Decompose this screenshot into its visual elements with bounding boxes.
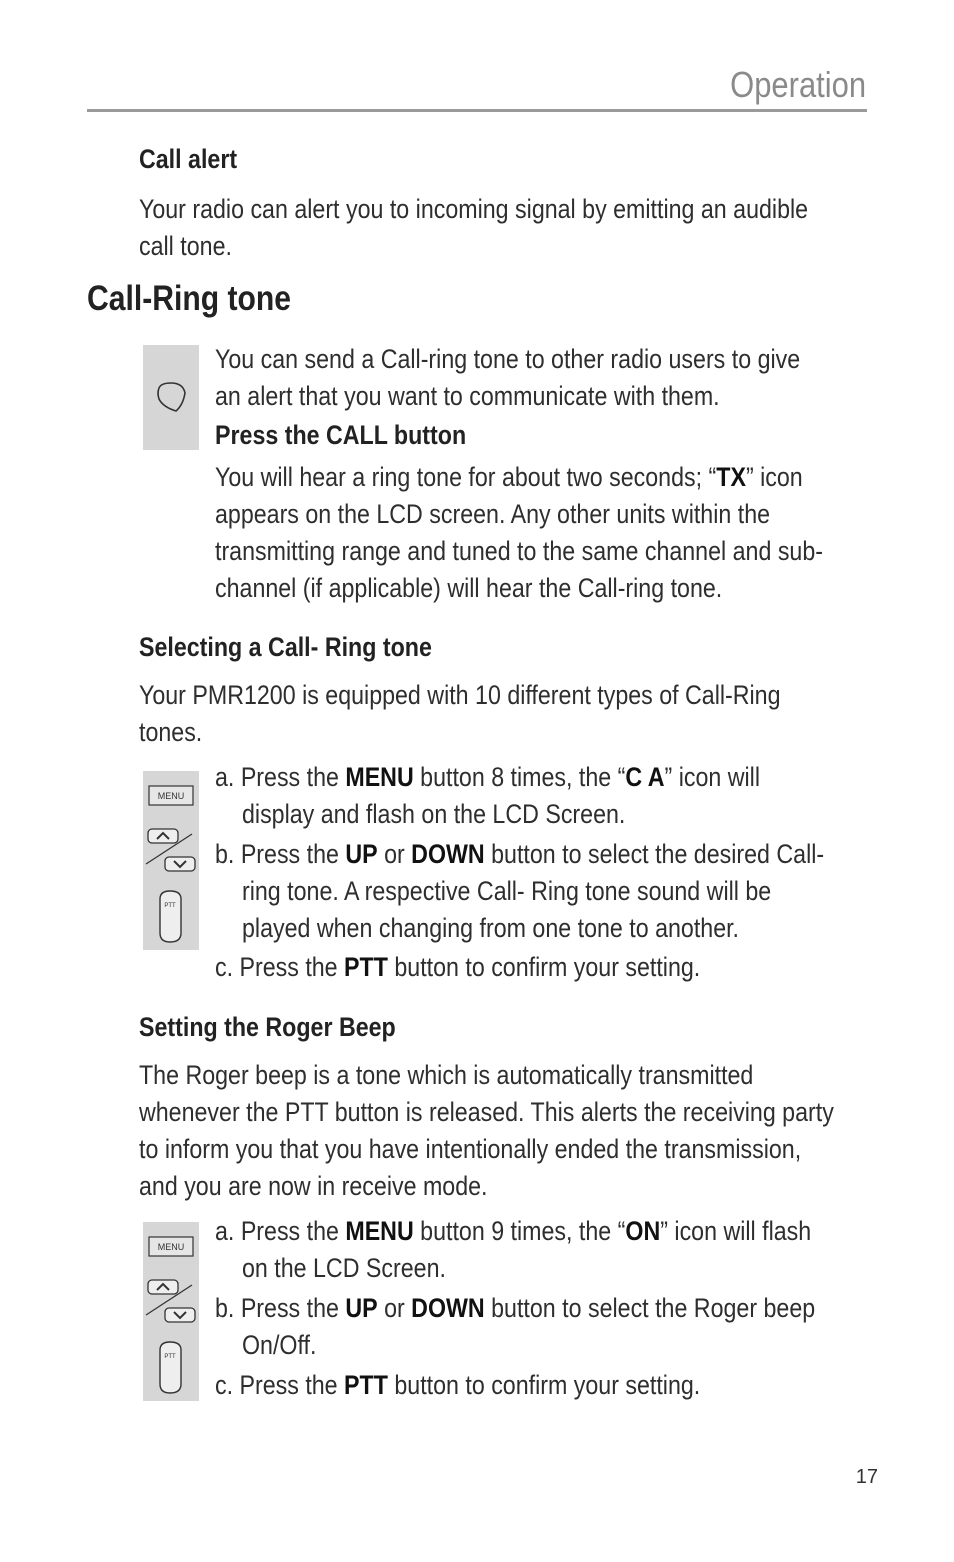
menu-button-icon [149,786,193,805]
roger-button-sequence-icon [143,1222,199,1401]
selecting-step-b: b. Press the UP or DOWN button to select the desired Call- ring tone. A respective Call- Ring tone sound will be played when changing from one tone to another. [215,839,825,943]
call-ring-description: You will hear a ring tone for about two seconds; “TX” icon appears on the LCD screen. Any other units within the transmitting range and tuned to the same channel and sub- channel (if applicable) will hear the Call-ring tone. [215,462,823,603]
svg-text:PTT: PTT [164,903,176,909]
call-alert-heading: Call alert [139,144,238,174]
up-down-button-icon [146,1280,195,1322]
press-call-heading: Press the CALL button [215,420,467,450]
call-ring-heading: Call-Ring tone [87,279,292,318]
roger-text: The Roger beep is a tone which is automatically transmitted whenever the PTT button is released. This alerts the receiving party to inform you that you have intentionally ended the transmission, and you are now in receive mode. [139,1060,834,1201]
header-divider [87,109,867,112]
menu-button-icon [149,1237,193,1256]
selecting-step-a: a. Press the MENU button 8 times, the “C A” icon will display and flash on the LCD Screen. [215,762,761,829]
up-down-button-icon [146,829,195,871]
selecting-heading: Selecting a Call- Ring tone [139,632,432,662]
ptt-button-icon [160,891,181,942]
ptt-button-icon [160,1342,181,1393]
roger-step-b: b. Press the UP or DOWN button to select the Roger beep On/Off. [215,1293,816,1360]
selecting-text: Your PMR1200 is equipped with 10 different types of Call-Ring tones. [139,680,781,747]
roger-step-c: c. Press the PTT button to confirm your setting. [215,1370,701,1400]
page-section-title: Operation [730,64,866,105]
button-sequence-icon [143,771,199,950]
call-ring-intro: You can send a Call-ring tone to other radio users to give an alert that you want to communicate with them. [215,344,801,411]
page-number: 17 [855,1466,878,1488]
roger-heading: Setting the Roger Beep [139,1012,396,1042]
svg-text:PTT: PTT [164,1354,176,1360]
svg-text:MENU: MENU [157,791,185,801]
selecting-step-c: c. Press the PTT button to confirm your setting. [215,952,701,982]
roger-step-a: a. Press the MENU button 9 times, the “ON” icon will flash on the LCD Screen. [215,1216,812,1283]
call-button-icon [143,345,199,450]
svg-text:MENU: MENU [157,1242,185,1252]
call-alert-text: Your radio can alert you to incoming signal by emitting an audible call tone. [139,194,809,261]
